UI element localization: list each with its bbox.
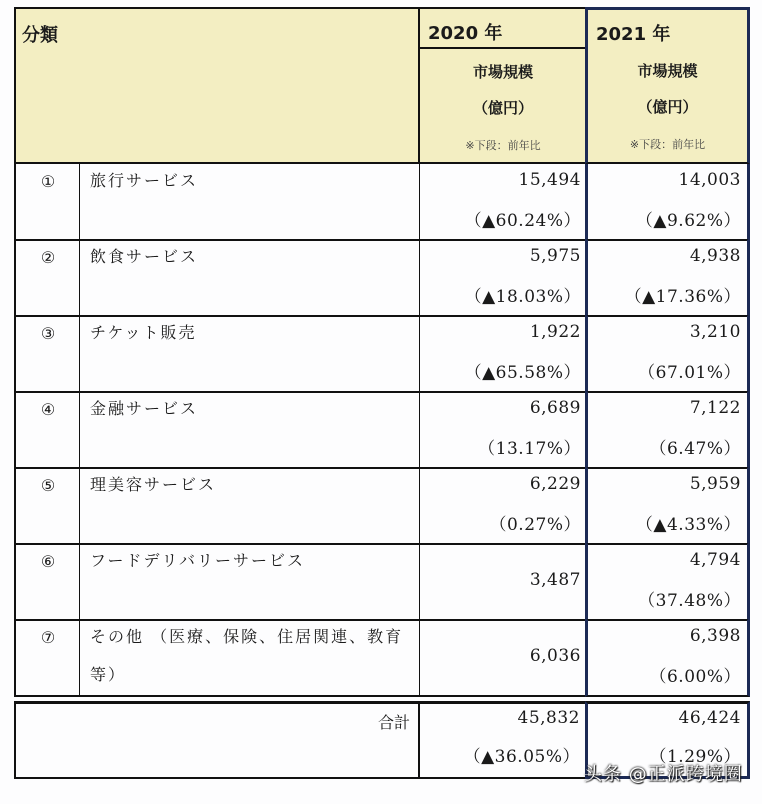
row-index: ⑦ <box>40 628 56 647</box>
index-divider <box>79 316 80 391</box>
value-2021: 3,210 <box>689 322 741 342</box>
header-category-cell <box>14 7 420 164</box>
row-name: 理美容サービス <box>90 475 217 494</box>
category-row <box>14 620 420 697</box>
value-2020-cell <box>419 164 587 241</box>
market-size-table <box>14 7 750 779</box>
year-2020-label: 2020 年 <box>428 23 503 44</box>
change-2020: （13.17%） <box>478 439 581 459</box>
value-2021-cell <box>585 544 750 621</box>
change-2020: （0.27%） <box>489 515 581 535</box>
value-2020: 5,975 <box>529 246 581 266</box>
row-index: ⑤ <box>40 476 56 495</box>
value-2021: 4,794 <box>689 550 741 570</box>
total-label: 合計 <box>377 713 410 732</box>
category-row <box>14 316 420 393</box>
value-2020-cell <box>419 316 587 393</box>
total-label-cell <box>14 701 420 779</box>
row-index: ④ <box>40 400 56 419</box>
index-divider <box>79 468 80 543</box>
note-label-2021: ※下段：前年比 <box>629 138 706 151</box>
value-2021: 14,003 <box>678 170 741 190</box>
row-index: ② <box>40 248 56 267</box>
year-2021-label: 2021 年 <box>596 24 671 45</box>
row-name: 旅行サービス <box>90 171 199 190</box>
value-2020: 6,036 <box>529 646 581 666</box>
total-2021-change: （1.29%） <box>649 747 741 767</box>
value-2020: 15,494 <box>518 170 581 190</box>
header-2021-metric-cell <box>585 48 750 164</box>
value-2021-cell <box>585 316 750 393</box>
change-2021: （6.00%） <box>649 667 741 687</box>
value-2020-cell <box>419 544 587 621</box>
index-divider <box>79 240 80 315</box>
index-divider <box>79 620 80 695</box>
value-2021: 6,398 <box>689 626 741 646</box>
value-2020-cell <box>419 468 587 545</box>
value-2020: 1,922 <box>529 322 581 342</box>
unit-label-2020: （億円） <box>472 99 533 117</box>
value-2021-cell <box>585 164 750 241</box>
value-2020-cell <box>419 620 587 697</box>
index-divider <box>79 544 80 619</box>
row-name: チケット販売 <box>90 323 197 342</box>
change-2021: （▲9.62%） <box>635 211 741 231</box>
change-2020: （▲18.03%） <box>464 287 581 307</box>
category-label: 分類 <box>22 25 58 46</box>
change-2020: （▲60.24%） <box>464 211 581 231</box>
value-2021-cell <box>585 392 750 469</box>
change-2021: （37.48%） <box>638 591 741 611</box>
metric-label-2020: 市場規模 <box>472 63 533 81</box>
header-2020-metric-cell <box>419 48 587 164</box>
row-index: ① <box>40 172 56 191</box>
row-index: ③ <box>40 324 56 343</box>
total-2021-value: 46,424 <box>678 708 741 728</box>
value-2021: 4,938 <box>689 246 741 266</box>
value-2020: 3,487 <box>529 570 581 590</box>
change-2021: （▲17.36%） <box>624 287 741 307</box>
value-2021: 7,122 <box>689 398 741 418</box>
note-label-2020: ※下段：前年比 <box>465 139 541 152</box>
header-2021-year-cell <box>585 7 750 49</box>
value-2020: 6,229 <box>529 474 581 494</box>
category-row <box>14 392 420 469</box>
value-2020-cell <box>419 240 587 317</box>
metric-label-2021: 市場規模 <box>637 62 698 80</box>
change-2021: （67.01%） <box>638 363 741 383</box>
row-name: フードデリバリーサービス <box>90 551 306 570</box>
total-2020-change: （▲36.05%） <box>463 747 580 767</box>
value-2021-cell <box>585 240 750 317</box>
total-2020-cell <box>419 701 587 779</box>
change-2021: （▲4.33%） <box>635 515 741 535</box>
index-divider <box>79 164 80 239</box>
watermark-text: 头条 @正派跨境圈 <box>584 764 743 785</box>
row-name: 飲食サービス <box>90 247 199 266</box>
value-2020-cell <box>419 392 587 469</box>
unit-label-2021: （億円） <box>637 98 698 116</box>
value-2021-cell <box>585 468 750 545</box>
value-2021: 5,959 <box>689 474 741 494</box>
category-row <box>14 164 420 241</box>
category-row <box>14 544 420 621</box>
index-divider <box>79 392 80 467</box>
value-2020: 6,689 <box>529 398 581 418</box>
row-index: ⑥ <box>40 552 56 571</box>
total-2020-value: 45,832 <box>517 708 580 728</box>
header-2020-year-cell <box>419 7 587 49</box>
category-row <box>14 468 420 545</box>
row-name: 金融サービス <box>90 399 199 418</box>
row-name: その他 （医療、保険、住居関連、教育等） <box>90 627 404 684</box>
change-2020: （▲65.58%） <box>464 363 581 383</box>
category-row <box>14 240 420 317</box>
value-2021-cell <box>585 620 750 697</box>
change-2021: （6.47%） <box>649 439 741 459</box>
